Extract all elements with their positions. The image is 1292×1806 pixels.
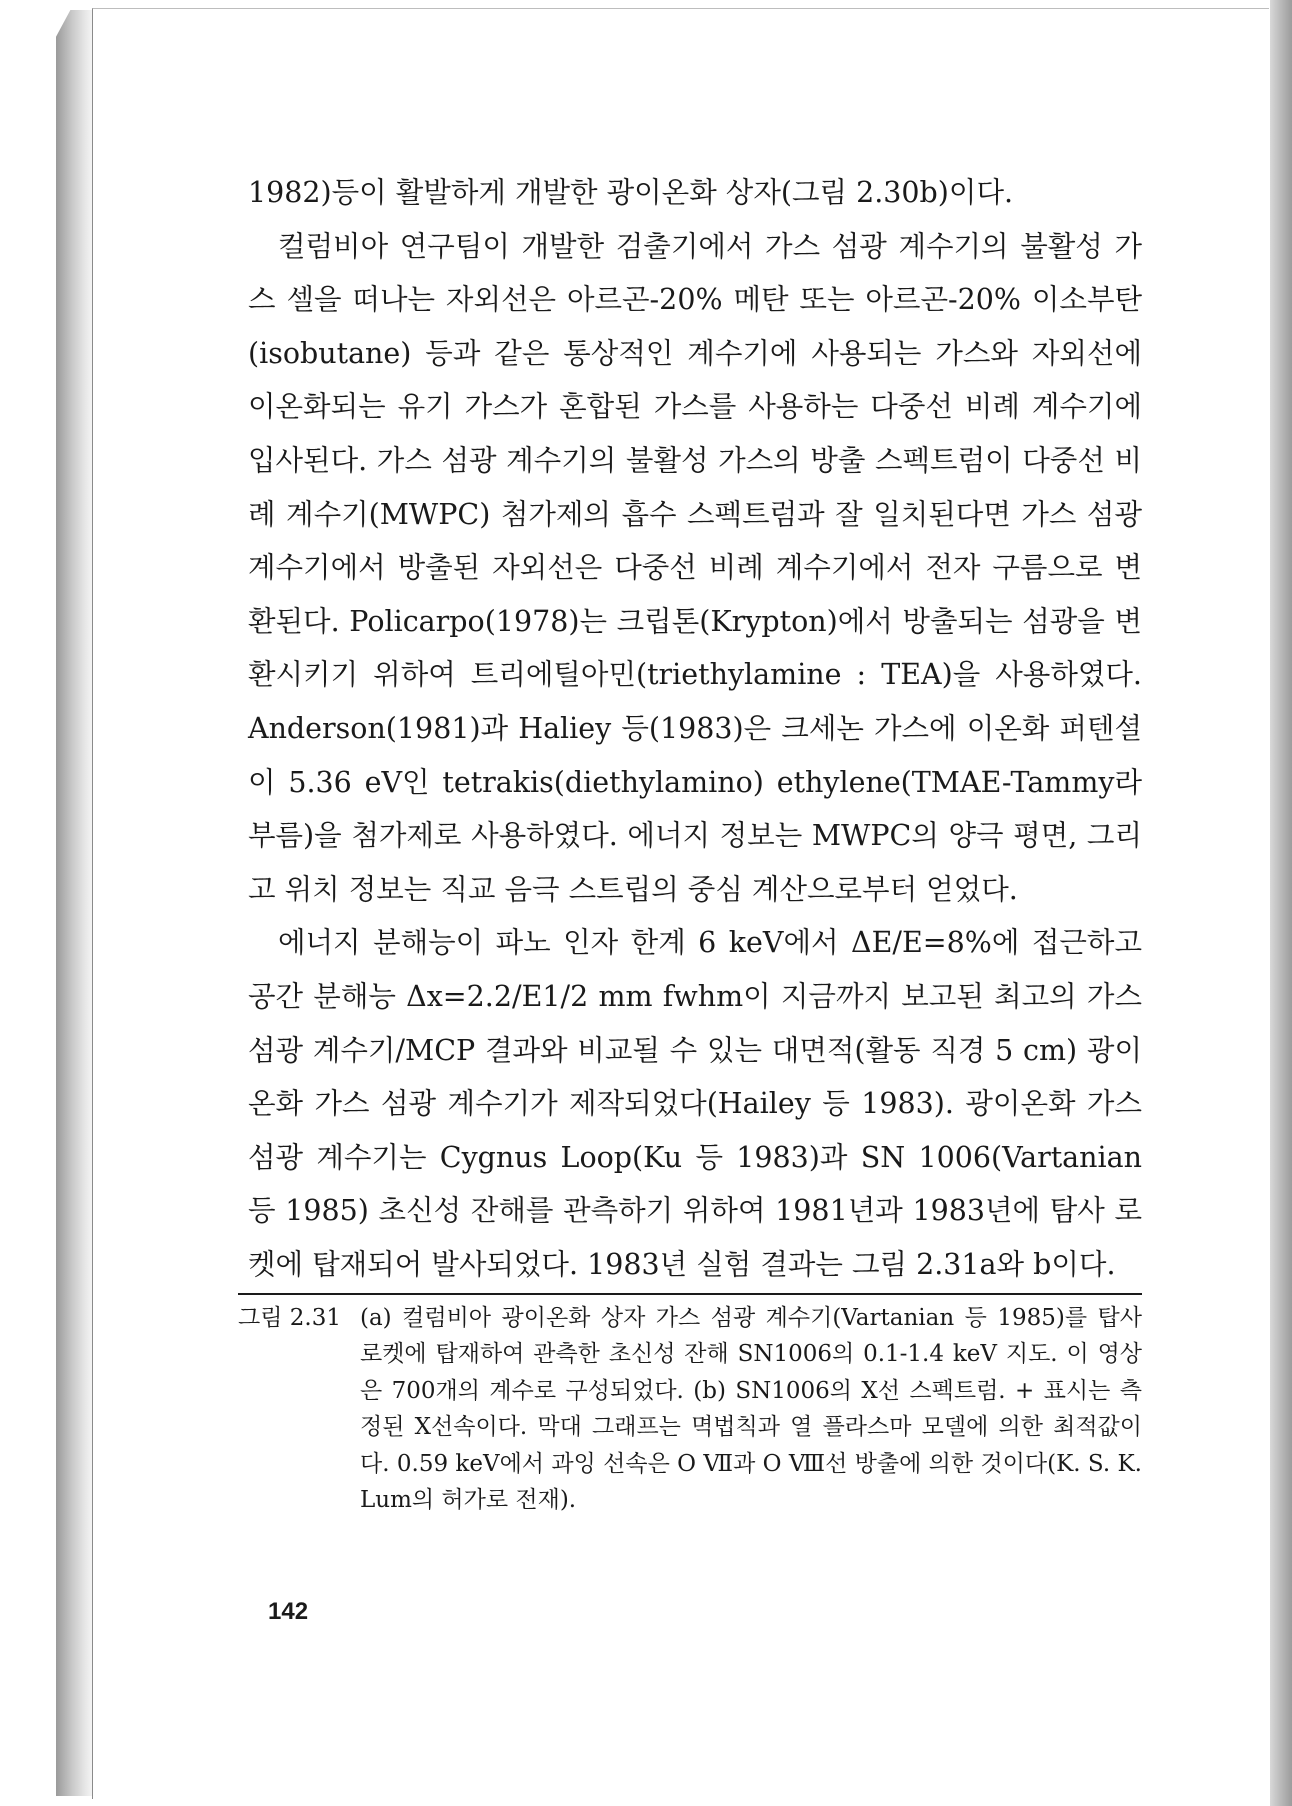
caption-divider [238, 1293, 1142, 1295]
caption-label: 그림 2.31 [238, 1305, 341, 1331]
page-stack-edge-left [56, 10, 92, 1796]
page-stack-edge-right [1270, 0, 1292, 1806]
body-text [248, 166, 1142, 1291]
paragraph-energy-resolution: 에너지 분해능이 파노 인자 한계 6 keV에서 ΔE/E=8%에 접근하고 공간 분해능 Δx=2.2/E1/2 mm fwhm이 지금까지 보고된 최고의 가스 섬광 계수기/MCP 결과와 비교될 수 있는 대면적(활동 직경 5 cm) 광이온화 가스 섬광 계수기가 제작되었다(Hailey 등 1983). 광이온화 가스 섬광 계수기는 Cygnus Loop(Ku 등 1983)과 SN 1006(Vartanian 등 1985) 초신성 잔해를 관측하기 위하여 1981년과 1983년에 탐사 로켓에 탑재되어 발사되었다. 1983년 실험 결과는 그림 2.31a와 b이다. [248, 926, 1142, 1281]
page-number: 142 [268, 1598, 309, 1625]
caption-text: (a) 컬럼비아 광이온화 상자 가스 섬광 계수기(Vartanian 등 1985)를 탑사 로켓에 탑재하여 관측한 초신성 잔해 SN1006의 0.1-1.4 keV 지도. 이 영상은 700개의 계수로 구성되었다. (b) SN1006의 X선 스펙트럼. + 표시는 측정된 X선속이다. 막대 그래프는 멱법칙과 열 플라스마 모델에 의한 최적값이다. 0.59 keV에서 과잉 선속은 O Ⅶ과 O Ⅷ선 방출에 의한 것이다(K. S. K. Lum의 허가로 전재). [360, 1305, 1142, 1514]
paragraph-continued: 1982)등이 활발하게 개발한 광이온화 상자(그림 2.30b)이다. [248, 176, 1014, 209]
paragraph-columbia-detector: 컬럼비아 연구팀이 개발한 검출기에서 가스 섬광 계수기의 불활성 가스 셀을 떠나는 자외선은 아르곤-20% 메탄 또는 아르곤-20% 이소부탄(isobutane) 등과 같은 통상적인 계수기에 사용되는 가스와 자외선에 이온화되는 유기 가스가 혼합된 가스를 사용하는 다중선 비례 계수기에 입사된다. 가스 섬광 계수기의 불활성 가스의 방출 스펙트럼이 다중선 비례 계수기(MWPC) 첨가제의 흡수 스펙트럼과 잘 일치된다면 가스 섬광 계수기에서 방출된 자외선은 다중선 비례 계수기에서 전자 구름으로 변환된다. Policarpo(1978)는 크립톤(Krypton)에서 방출되는 섬광을 변환시키기 위하여 트리에틸아민(triethylamine : TEA)을 사용하였다. Anderson(1981)과 Haliey 등(1983)은 크세논 가스에 이온화 퍼텐셜이 5.36 eV인 tetrakis(diethylamino) ethylene(TMAE-Tammy라 부름)을 첨가제로 사용하였다. 에너지 정보는 MWPC의 양극 평면, 그리고 위치 정보는 직교 음극 스트립의 중심 계산으로부터 얻었다. [248, 229, 1142, 906]
